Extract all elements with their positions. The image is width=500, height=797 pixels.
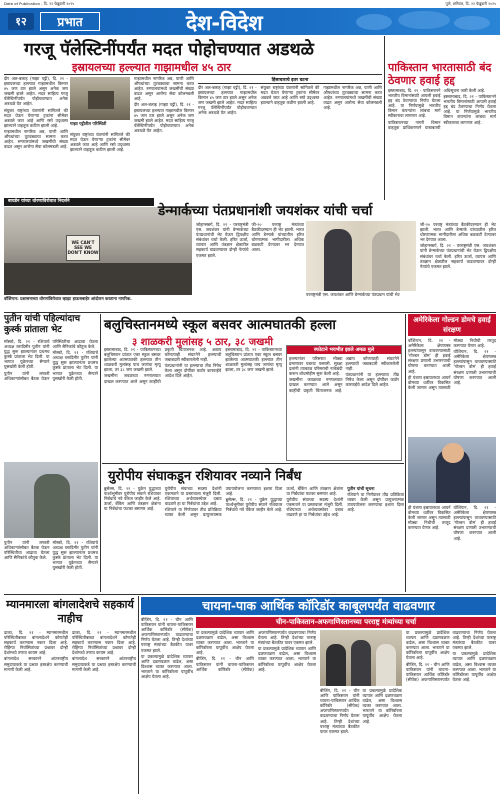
cpec-photo (320, 630, 402, 686)
truck-shape (88, 91, 114, 109)
balochistan-paragraph: जखमींना जवळच्या रुग्णालयात दाखल करण्यात आले असून काहींची प्रकृती चिंताजनक आहे. अद्याप कोणत्याही संघटनेने हल्ल्याची जबाबदारी स्वीकारलेली नाही. (289, 356, 399, 393)
eu-paragraph: युरोपीय संघाच्या सदस्य देशांनी एकमताने या प्रस्तावाला मंजुरी दिली. रशियाच्या अर्थव्यवस्थेवर दबाव वाढवणे हा या निर्बंधांचा उद्देश आहे. (164, 486, 222, 507)
person-shape (376, 644, 396, 686)
lead-photo-caption: गाझा पट्टीतील परिस्थिती (70, 121, 107, 126)
eu-paragraph: रशियाने या निर्णयावर तीव्र प्रतिक्रिया व्यक्त केली असून प्रत्युत्तरात्मक उपाययोजना करण्याचा इशारा दिला आहे. (347, 492, 404, 513)
person-shape (351, 640, 371, 686)
putin-body-lower (4, 540, 98, 592)
lead-sidebar-title: हिंसाचाराचे इतर घटना (198, 77, 382, 84)
balochistan-paragraph: इस्लामाबाद, दि. २१ - पाकिस्तानच्या बलुचिस्तान प्रांतात एका स्कूल बसवर झालेल्या आत्मघातकी हल्ल्यात तीन शाळकरी मुलांसह पाच जणांचा मृत्यू झाला, तर ३८ जण जखमी झाले. (225, 347, 282, 373)
eu-paragraph: रशियाने या निर्णयावर तीव्र प्रतिक्रिया व्यक्त केली असून प्रत्युत्तरात्मक उपाययोजना करण्याचा इशारा दिला आहे. (164, 486, 283, 518)
golden-dome-paragraph: वॉशिंग्टन, दि. २१ - अमेरिकेला क्षेपणास्त्र हल्ल्यांपासून वाचवण्यासाठी 'गोल्डन डोम' ही हवाई संरक्षण प्रणाली उभारण्याची घोषणा करण्यात आली आहे. (453, 349, 496, 385)
eu-body (104, 486, 404, 590)
lead-paragraph: गाझामधील नागरिक अन्न, पाणी आणि औषधांच्या तुटवड्याचा सामना करत आहेत. रुग्णालयांमध्ये जखमींची संख्या वाढत असून आरोग्य सेवा कोलमडली आहे. (134, 76, 194, 102)
cpec-body-mid (196, 630, 316, 792)
golden-dome-paragraph: ही यंत्रणा इस्रायलच्या आयर्न डोमच्या धर्तीवर विकसित केली जाणार असून त्यासाठी मोठ्या निधीची तरतूद करण्यात येणार आहे. (408, 505, 451, 531)
balochistan-paragraph: हल्ल्यानंतर परिसरात मोठ्या प्रमाणावर घबराट पसरली. सुरक्षा दलांनी तात्काळ परिसराची नाकेबंदी करून शोधमोहीम सुरू केली आहे. (289, 356, 343, 377)
trump-photo (408, 437, 496, 503)
cpec-subhead-bar (196, 617, 496, 628)
protest-sign (66, 235, 100, 261)
person-shape (326, 644, 346, 686)
lead-subhead: इस्रायलच्या हल्ल्यात गाझामधील ४५ ठार (72, 61, 231, 74)
balochistan-body (104, 347, 282, 461)
person-left (324, 229, 352, 291)
section-rule (4, 312, 496, 313)
cpec-paragraph: या प्रकल्पामुळे प्रादेशिक व्यापार आणि दळणवळण वाढेल, असा विश्वास व्यक्त करण्यात आला. भारताने या कॉरिडॉरला यापूर्वीच आक्षेप घेतला आहे. (362, 688, 402, 724)
putin-paragraph: मॉस्को, दि. २१ - रशियाचे अध्यक्ष व्लादिमीर पुतीन यांनी युद्ध सुरू झाल्यानंतर प्रथमच कुर्स्क प्रांताला भेट दिली. या भागात युक्रेनच्या सैन्याने घुसखोरी केली होती. (52, 350, 98, 381)
balochistan-paragraph: पंतप्रधानांनी या हल्ल्याचा तीव्र निषेध केला असून दोषींवर कठोर कारवाईचे आदेश दिले आहेत. (345, 372, 399, 388)
gaza-photo (70, 77, 130, 120)
balochistan-box-body (287, 354, 401, 460)
lead-paragraph: दीर अल-बलाह (गाझा पट्टी), दि. २१ - इस्रायलच्या हल्ल्यात गाझामधील किमान ४५ जण ठार झाले असून अनेक जण जखमी झाले आहेत. मदत साहित्य गरजू पॅलेस्टिनींपर्यंत पोहोचवण्यात अनेक अडथळे येत आहेत. (198, 85, 257, 116)
pakistan-paragraph: इस्लामाबाद, दि. २१ - पाकिस्तानने भारतीय विमानांसाठी आपली हवाई हद्द बंद ठेवण्याचा निर्णय घेतला आहे. या निर्णयामुळे भारतीय विमान कंपन्यांना लांबचा मार्ग स्वीकारावा लागणार आहे. (443, 94, 496, 125)
myanmar-paragraph: ढाका, दि. २१ - म्यानमारमधील परिस्थितीबाबत बांगलादेशने कोणतेही सहकार्य करण्यास नकार दिला आहे. रोहिंग्या निर्वासितांच्या प्रश्नावर दोन्ही देशांमध्ये तणाव कायम आहे. (4, 630, 68, 656)
jaishankar-paragraph: जोहान्सबर्ग, दि. २१ - परराष्ट्रमंत्री एस. जयशंकर यांनी डेन्मार्कच्या पंतप्रधानांची भेट घेऊन द्विपक्षीय संबंधांवर चर्चा केली. हरित ऊर्जा, व्यापार आणि तंत्रज्ञान क्षेत्रातील सहकार्य वाढवण्यावर दोन्ही नेत्यांचे एकमत झाले. (196, 222, 249, 258)
cpec-header (141, 597, 496, 615)
jaishankar-body-right (420, 222, 496, 310)
crowd-shape (4, 263, 192, 295)
publication-strip (0, 0, 500, 8)
column-divider (405, 314, 406, 592)
lead-rule (4, 74, 382, 75)
balochistan-box-title: स्फोटाने भयभीत झाले अमळ मुले (287, 346, 401, 354)
cpec-body-right (406, 630, 496, 792)
jaishankar-paragraph: जी-२० परराष्ट्र मंत्र्यांच्या बैठकीदरम्यान ही भेट झाली. भारत आणि डेन्मार्क यांच्यातील हरित धोरणात्मक भागीदारीला अधिक बळकटी देण्यावर भर देण्यात आला. (420, 222, 496, 243)
golden-dome-paragraph: ही यंत्रणा इस्रायलच्या आयर्न डोमच्या धर्तीवर विकसित केली जाणार असून त्यासाठी मोठ्या निधीची तरतूद करण्यात येणार आहे. (408, 338, 496, 390)
golden-dome-header (408, 314, 496, 336)
page-number: १२ (8, 13, 34, 30)
section-title: देश-विदेश (186, 11, 263, 35)
section-rule (102, 463, 404, 464)
jaishankar-paragraph: जोहान्सबर्ग, दि. २१ - परराष्ट्रमंत्री एस. जयशंकर यांनी डेन्मार्कच्या पंतप्रधानांची भेट घेऊन द्विपक्षीय संबंधांवर चर्चा केली. हरित ऊर्जा, व्यापार आणि तंत्रज्ञान क्षेत्रातील सहकार्य वाढवण्यावर दोन्ही नेत्यांचे एकमत झाले. (420, 243, 496, 269)
balochistan-paragraph: जखमींना जवळच्या रुग्णालयात दाखल करण्यात आले असून काहींची प्रकृती चिंताजनक आहे. अद्याप कोणत्याही संघटनेने हल्ल्याची जबाबदारी स्वीकारलेली नाही. (104, 347, 222, 384)
protest-caption: वॉशिंग्टन: प्रशासनाच्या धोरणांविरोधात व्हाइट हाऊसबाहेर आंदोलन करताना नागरिक. (4, 296, 132, 301)
putin-paragraph: पुतीन यांनी लष्करी अधिकाऱ्यांसोबत बैठक घेऊन परिस्थितीचा आढावा घेतला आणि सैनिकांचे कौतुक केले. (4, 339, 98, 381)
column-divider (138, 596, 139, 794)
cpec-paragraph: या प्रकल्पामुळे प्रादेशिक व्यापार आणि दळणवळण वाढेल, असा विश्वास व्यक्त करण्यात आला. भारताने या कॉरिडॉरला यापूर्वीच आक्षेप घेतला आहे. (258, 646, 316, 672)
eu-box-title: पुतीन यांची सूचना (347, 486, 375, 491)
eu-paragraph: युरोपीय संघाच्या सदस्य देशांनी एकमताने या प्रस्तावाला मंजुरी दिली. रशियाच्या अर्थव्यवस्थेवर दबाव वाढवणे हा या निर्बंधांचा उद्देश आहे. (286, 497, 344, 518)
lead-body-col1 (4, 76, 68, 194)
cpec-paragraph: बीजिंग, दि. २१ - चीन आणि पाकिस्तान यांनी चायना-पाकिस्तान आर्थिक कॉरिडॉर (सीपेक) अफगाणिस्तानपर्यंत वाढवण्याचा निर्णय घेतला आहे. तिन्ही देशांच्या परराष्ट्र मंत्र्यांच्या बैठकीत यावर एकमत झाले. (320, 688, 360, 734)
issue-date: पुणे, शनिवार, दि. २२ फेब्रुवारी २०२५ (445, 1, 496, 6)
golden-dome-body (408, 338, 496, 436)
protest-tag (4, 198, 154, 206)
jaishankar-headline: डेन्मार्कच्या पंतप्रधानांशी जयशंकर यांची चर्चा (158, 203, 373, 219)
eu-headline: युरोपीय संघाकडून रशियावर नव्याने निर्बंध (108, 469, 302, 484)
cpec-paragraph: बीजिंग, दि. २१ - चीन आणि पाकिस्तान यांनी चायना-पाकिस्तान आर्थिक कॉरिडॉर (सीपेक) अफगाणिस्तानपर्यंत वाढवण्याचा निर्णय घेतला आहे. तिन्ही देशांच्या परराष्ट्र मंत्र्यांच्या बैठकीत यावर एकमत झाले. (196, 630, 316, 672)
lead-body-col2 (70, 132, 130, 194)
cpec-paragraph: या प्रकल्पामुळे प्रादेशिक व्यापार आणि दळणवळण वाढेल, असा विश्वास व्यक्त करण्यात आला. भारताने या कॉरिडॉरला यापूर्वीच आक्षेप घेतला आहे. (406, 630, 450, 661)
cpec-body-lower (320, 688, 402, 792)
protest-sign-text: WE CAN'T SEE WE DON'T KNOW (67, 240, 99, 255)
cpec-paragraph: या प्रकल्पामुळे प्रादेशिक व्यापार आणि दळणवळण वाढेल, असा विश्वास व्यक्त करण्यात आला. भारताने या कॉरिडॉरला यापूर्वीच आक्षेप घेतला आहे. (141, 653, 193, 680)
cpec-paragraph: बीजिंग, दि. २१ - चीन आणि पाकिस्तान यांनी चायना-पाकिस्तान आर्थिक कॉरिडॉर (सीपेक) अफगाणिस्तानपर्यंत वाढवण्याचा निर्णय घेतला आहे. तिन्ही देशांच्या परराष्ट्र मंत्र्यांच्या बैठकीत यावर एकमत झाले. (406, 630, 496, 682)
face-shape (442, 443, 464, 463)
lead-paragraph: संयुक्त राष्ट्रांच्या यंत्रणांनी सांगितले की मदत घेऊन येणाऱ्या ट्रकांना सीमेवर अडवले जात आहे आणि रस्ते उद्ध्वस्त झाल्याने वाहतूक कठीण झाली आहे. (260, 85, 320, 106)
lead-paragraph: संयुक्त राष्ट्रांच्या यंत्रणांनी सांगितले की मदत घेऊन येणाऱ्या ट्रकांना सीमेवर अडवले जात आहे आणि रस्ते उद्ध्वस्त झाल्याने वाहतूक कठीण झाली आहे. (70, 132, 130, 153)
jaishankar-photo (306, 221, 416, 291)
pakistan-headline: पाकिस्तान भारतासाठी बंद ठेवणार हवाई हद्द (388, 61, 492, 87)
golden-dome-body-bottom (408, 505, 496, 591)
globe-map-graphic (344, 10, 494, 33)
myanmar-body (4, 630, 136, 792)
balochistan-subhead: ३ शाळकरी मुलांसह ५ ठार, ३८ जखमी (132, 337, 273, 348)
balochistan-paragraph: पंतप्रधानांनी या हल्ल्याचा तीव्र निषेध केला असून दोषींवर कठोर कारवाईचे आदेश दिले आहेत. (164, 363, 222, 379)
cpec-subhead: चीन-पाकिस्तान-अफगाणिस्तानच्या परराष्ट्र मंत्र्यांच्या चर्चा (275, 618, 417, 626)
lead-sidebar-body (198, 85, 382, 194)
cpec-paragraph: या प्रकल्पामुळे प्रादेशिक व्यापार आणि दळणवळण वाढेल, असा विश्वास व्यक्त करण्यात आला. भारताने या कॉरिडॉरला यापूर्वीच आक्षेप घेतला आहे. (196, 630, 254, 656)
cpec-paragraph: बीजिंग, दि. २१ - चीन आणि पाकिस्तान यांनी चायना-पाकिस्तान आर्थिक कॉरिडॉर (सीपेक) अफगाणिस्तानपर्यंत वाढवण्याचा निर्णय घेतला आहे. तिन्ही देशांच्या परराष्ट्र मंत्र्यांच्या बैठकीत यावर एकमत झाले. (141, 617, 193, 653)
column-divider (384, 36, 385, 200)
soldier-shape (34, 474, 70, 538)
cpec-headline: चायना-पाक आर्थिक कॉरिडॉर काबूलपर्यंत वाढवणार (202, 598, 435, 613)
section-rule (4, 594, 496, 595)
lead-body-col3 (134, 76, 194, 194)
brand-logo: प्रभात (40, 12, 100, 31)
protest-tag-text: बायडेन यांच्या धोरणाविरोधात निदर्शने (8, 199, 70, 204)
protest-photo (4, 207, 192, 295)
lead-paragraph: संयुक्त राष्ट्रांच्या यंत्रणांनी सांगितले की मदत घेऊन येणाऱ्या ट्रकांना सीमेवर अडवले जात आहे आणि रस्ते उद्ध्वस्त झाल्याने वाहतूक कठीण झाली आहे. (4, 107, 68, 128)
putin-body (4, 339, 98, 461)
golden-dome-headline: अमेरिकेला गोल्डन डोमचे हवाई संरक्षण (413, 316, 491, 334)
eu-paragraph: ब्रुसेल्स, दि. २१ - युक्रेन युद्धाच्या पार्श्वभूमीवर युरोपीय संघाने रशियावर निर्बंधांचे नवे पॅकेज जाहीर केले आहे. ऊर्जा, बँकिंग आणि तंत्रज्ञान क्षेत्रांना या निर्बंधांचा फटका बसणार आहे. (225, 486, 344, 513)
pakistan-body (388, 88, 496, 196)
jaishankar-paragraph: जी-२० परराष्ट्र मंत्र्यांच्या बैठकीदरम्यान ही भेट झाली. भारत आणि डेन्मार्क यांच्यातील हरित धोरणात्मक भागीदारीला अधिक बळकटी देण्यावर भर देण्यात आला. (251, 222, 304, 253)
lead-paragraph: दीर अल-बलाह (गाझा पट्टी), दि. २१ - इस्रायलच्या हल्ल्यात गाझामधील किमान ४५ जण ठार झाले असून अनेक जण जखमी झाले आहेत. मदत साहित्य गरजू पॅलेस्टिनींपर्यंत पोहोचवण्यात अनेक अडथळे येत आहेत. (4, 76, 68, 107)
cpec-paragraph: या प्रकल्पामुळे प्रादेशिक व्यापार आणि दळणवळण वाढेल, असा विश्वास व्यक्त करण्यात आला. भारताने या कॉरिडॉरला यापूर्वीच आक्षेप घेतला आहे. (452, 651, 496, 682)
eu-paragraph: ब्रुसेल्स, दि. २१ - युक्रेन युद्धाच्या पार्श्वभूमीवर युरोपीय संघाने रशियावर निर्बंधांचे नवे पॅकेज जाहीर केले आहे. ऊर्जा, बँकिंग आणि तंत्रज्ञान क्षेत्रांना या निर्बंधांचा फटका बसणार आहे. (104, 486, 161, 512)
jaishankar-body (196, 222, 304, 310)
lead-headline: गरजू पॅलेस्टिनींपर्यंत मदत पोहोचण्यात अडथळे (24, 40, 314, 60)
golden-dome-paragraph: वॉशिंग्टन, दि. २१ - अमेरिकेला क्षेपणास्त्र हल्ल्यांपासून वाचवण्यासाठी 'गोल्डन डोम' ही हवाई संरक्षण प्रणाली उभारण्याची घोषणा करण्यात आली आहे. (453, 505, 496, 541)
lead-paragraph: गाझामधील नागरिक अन्न, पाणी आणि औषधांच्या तुटवड्याचा सामना करत आहेत. रुग्णालयांमध्ये जखमींची संख्या वाढत असून आरोग्य सेवा कोलमडली आहे. (323, 85, 382, 111)
balochistan-paragraph: इस्लामाबाद, दि. २१ - पाकिस्तानच्या बलुचिस्तान प्रांतात एका स्कूल बसवर झालेल्या आत्मघातकी हल्ल्यात तीन शाळकरी मुलांसह पाच जणांचा मृत्यू झाला, तर ३८ जण जखमी झाले. (104, 347, 161, 373)
lead-paragraph: गाझामधील नागरिक अन्न, पाणी आणि औषधांच्या तुटवड्याचा सामना करत आहेत. रुग्णालयांमध्ये जखमींची संख्या वाढत असून आरोग्य सेवा कोलमडली आहे. (4, 128, 68, 150)
pakistan-paragraph: इस्लामाबाद, दि. २१ - पाकिस्तानने भारतीय विमानांसाठी आपली हवाई हद्द बंद ठेवण्याचा निर्णय घेतला आहे. या निर्णयामुळे भारतीय विमान कंपन्यांना लांबचा मार्ग स्वीकारावा लागणार आहे. (388, 88, 441, 119)
jaishankar-caption: परराष्ट्रमंत्री एस. जयशंकर आणि डेन्मार्कच्या पंतप्रधान यांची भेट (306, 292, 400, 297)
myanmar-paragraph: ढाका, दि. २१ - म्यानमारमधील परिस्थितीबाबत बांगलादेशने कोणतेही सहकार्य करण्यास नकार दिला आहे. रोहिंग्या निर्वासितांच्या प्रश्नावर दोन्ही देशांमध्ये तणाव कायम आहे. (72, 630, 136, 656)
putin-paragraph: मॉस्को, दि. २१ - रशियाचे अध्यक्ष व्लादिमीर पुतीन यांनी युद्ध सुरू झाल्यानंतर प्रथमच कुर्स्क प्रांताला भेट दिली. या भागात युक्रेनच्या सैन्याने घुसखोरी केली होती. (52, 540, 98, 571)
person-right (372, 231, 400, 291)
putin-photo (4, 462, 98, 538)
putin-headline: पुतीन यांची पहिल्यांदाच कुर्स्क प्रांताला भेट (4, 314, 81, 335)
masthead (0, 8, 500, 35)
putin-paragraph: पुतीन यांनी लष्करी अधिकाऱ्यांसोबत बैठक घेऊन परिस्थितीचा आढावा घेतला आणि सैनिकांचे कौतुक केले. (4, 540, 50, 561)
column-divider (100, 314, 101, 592)
balochistan-headline: बलुचिस्तानमध्ये स्कूल बसवर आत्मघातकी हल्ला (104, 317, 336, 333)
myanmar-paragraph: बांगलादेश सरकारने आंतरराष्ट्रीय समुदायाकडे या प्रश्नात हस्तक्षेप करण्याची मागणी केली आहे. (72, 656, 136, 672)
golden-dome-paragraph: वॉशिंग्टन, दि. २१ - अमेरिकेला क्षेपणास्त्र हल्ल्यांपासून वाचवण्यासाठी 'गोल्डन डोम' ही हवाई संरक्षण प्रणाली उभारण्याची घोषणा करण्यात आली आहे. (408, 338, 451, 374)
lead-paragraph: दीर अल-बलाह (गाझा पट्टी), दि. २१ - इस्रायलच्या हल्ल्यात गाझामधील किमान ४५ जण ठार झाले असून अनेक जण जखमी झाले आहेत. मदत साहित्य गरजू पॅलेस्टिनींपर्यंत पोहोचवण्यात अनेक अडथळे येत आहेत. (134, 102, 194, 133)
balochistan-box (286, 345, 402, 461)
myanmar-headline: म्यानमारला बांगलादेशचे सहकार्य नाहीच (6, 598, 134, 625)
publication-date: Date of Publication - दि. २२ फेब्रुवारी २०२५ (4, 1, 75, 6)
pakistan-paragraph: पाकिस्तानच्या नागरी विमान वाहतूक प्राधिकरणाने याबाबतची अधिसूचना जारी केली आहे. (388, 88, 486, 130)
cpec-body-left (141, 617, 193, 793)
myanmar-paragraph: बांगलादेश सरकारने आंतरराष्ट्रीय समुदायाकडे या प्रश्नात हस्तक्षेप करण्याची मागणी केली आहे. (4, 656, 68, 672)
putin-paragraph: मॉस्को, दि. २१ - रशियाचे अध्यक्ष व्लादिमीर पुतीन यांनी युद्ध सुरू झाल्यानंतर प्रथमच कुर्स्क प्रांताला भेट दिली. या भागात युक्रेनच्या सैन्याने घुसखोरी केली होती. (4, 339, 50, 370)
